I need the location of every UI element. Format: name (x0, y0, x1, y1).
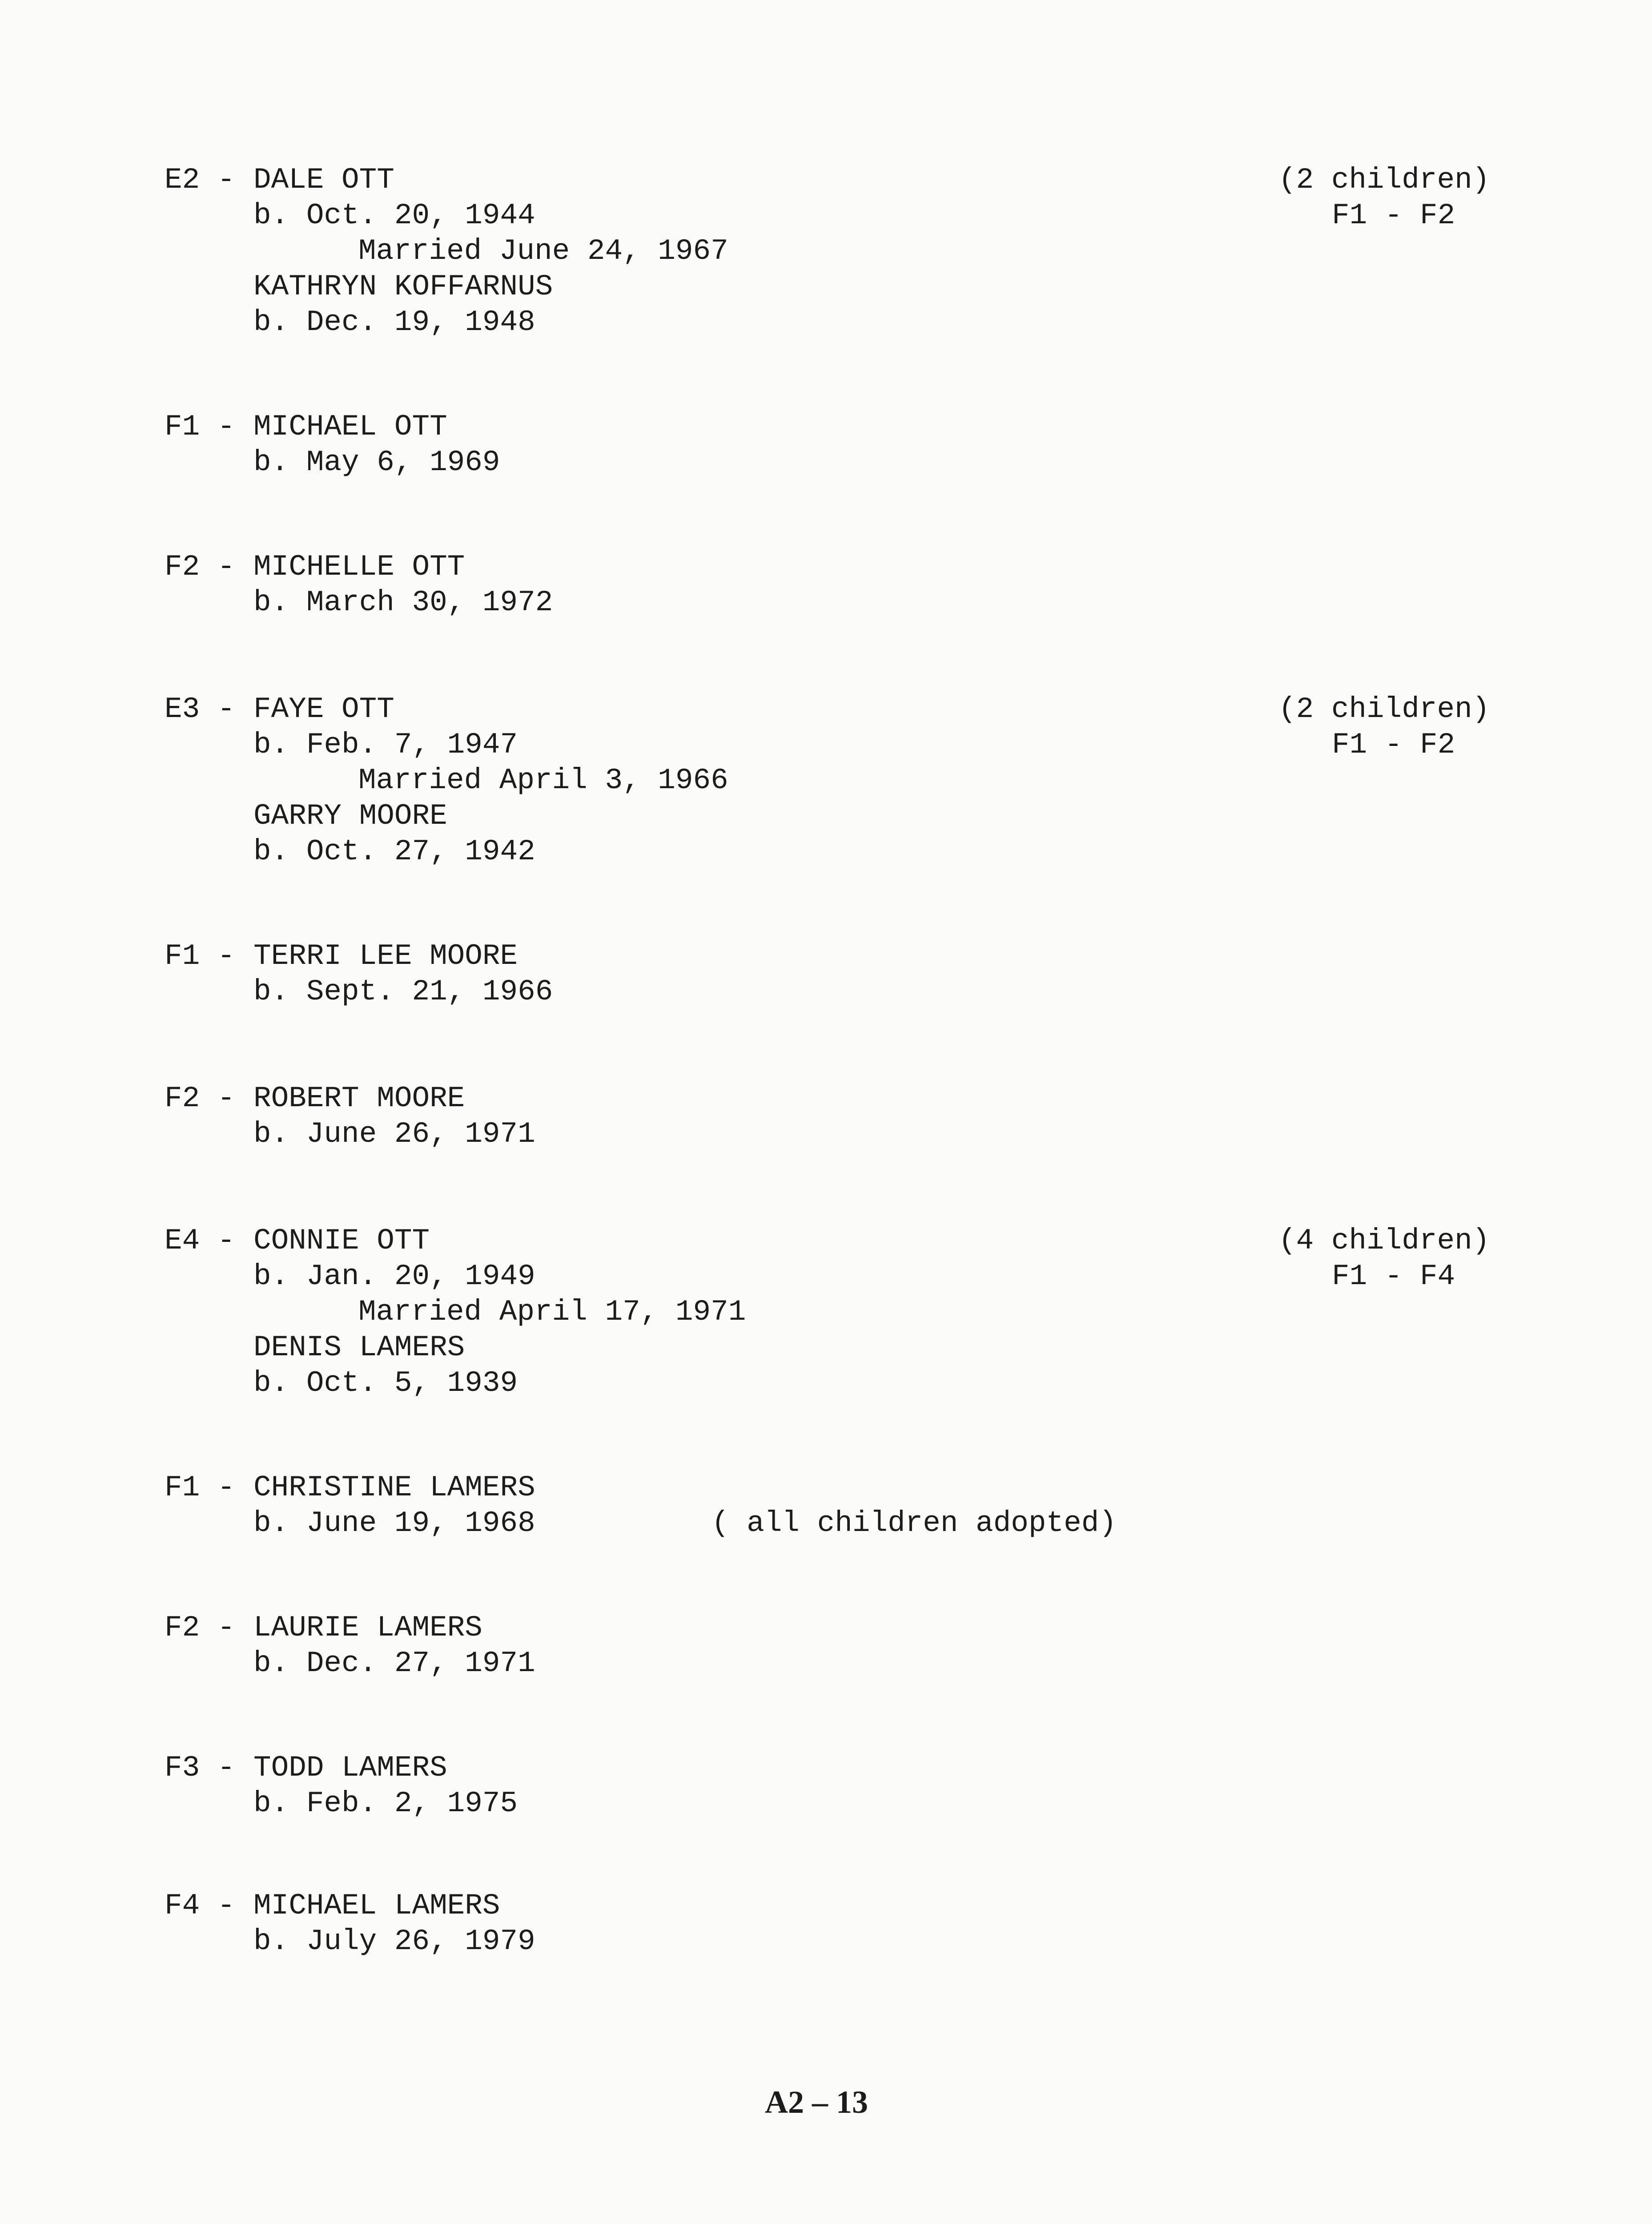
marriage-date: Married June 24, 1967 (358, 234, 728, 268)
entry-f1-christine-lamers (165, 1470, 535, 1541)
person-name: ROBERT MOORE (253, 1082, 465, 1115)
entry-code: F4 - (165, 1889, 253, 1922)
spouse-birth-date: b. Oct. 27, 1942 (253, 835, 535, 868)
spouse-birth-date: b. Oct. 5, 1939 (253, 1366, 518, 1400)
birth-date: b. July 26, 1979 (253, 1925, 535, 1958)
person-name: FAYE OTT (253, 693, 394, 726)
entry-e2-dale-ott (165, 162, 728, 340)
person-name: MICHAEL OTT (253, 410, 447, 443)
birth-date: b. Sept. 21, 1966 (253, 975, 553, 1008)
entry-code: F1 - (165, 939, 253, 973)
entry-code: F2 - (165, 1082, 253, 1115)
entry-f1-michael-ott (165, 409, 500, 480)
birth-date: b. Jan. 20, 1949 (253, 1260, 535, 1293)
entry-code: E2 - (165, 163, 253, 197)
entry-f2-michelle-ott (165, 549, 553, 620)
children-count: (2 children) (1278, 163, 1490, 197)
birth-date: b. May 6, 1969 (253, 446, 500, 479)
person-name: MICHAEL LAMERS (253, 1889, 500, 1922)
children-note (1278, 692, 1490, 763)
spouse-name: KATHRYN KOFFARNUS (253, 270, 553, 303)
entry-f2-robert-moore (165, 1081, 535, 1152)
entry-code: F1 - (165, 410, 253, 443)
spouse-name: DENIS LAMERS (253, 1331, 465, 1364)
person-name: CONNIE OTT (253, 1224, 430, 1257)
children-note (1278, 162, 1490, 234)
entry-f1-terri-lee-moore (165, 939, 553, 1010)
entry-code: E4 - (165, 1224, 253, 1257)
page-number: A2 – 13 (765, 2084, 868, 2120)
marriage-date: Married April 17, 1971 (358, 1295, 746, 1329)
birth-date: b. Feb. 7, 1947 (253, 728, 518, 761)
entry-f2-laurie-lamers (165, 1610, 535, 1681)
person-name: LAURIE LAMERS (253, 1611, 482, 1644)
person-name: TERRI LEE MOORE (253, 939, 518, 973)
entry-f4-michael-lamers (165, 1888, 535, 1959)
person-name: DALE OTT (253, 163, 394, 197)
entry-code: F3 - (165, 1751, 253, 1785)
person-name: CHRISTINE LAMERS (253, 1471, 535, 1504)
children-note (1278, 1223, 1490, 1294)
birth-date: b. Dec. 27, 1971 (253, 1647, 535, 1680)
entry-e3-faye-ott (165, 692, 728, 870)
entry-code: F2 - (165, 550, 253, 584)
birth-date: b. March 30, 1972 (253, 586, 553, 619)
entry-code: F1 - (165, 1471, 253, 1504)
adoption-note: ( all children adopted) (711, 1507, 1117, 1540)
entry-code: F2 - (165, 1611, 253, 1644)
birth-date: b. June 19, 1968 (253, 1507, 535, 1540)
children-range: F1 - F4 (1332, 1260, 1455, 1293)
children-range: F1 - F2 (1332, 199, 1455, 232)
spouse-birth-date: b. Dec. 19, 1948 (253, 306, 535, 339)
birth-date: b. Oct. 20, 1944 (253, 199, 535, 232)
children-count: (4 children) (1278, 1224, 1490, 1257)
spouse-name: GARRY MOORE (253, 799, 447, 833)
person-name: TODD LAMERS (253, 1751, 447, 1785)
birth-date: b. Feb. 2, 1975 (253, 1787, 518, 1820)
birth-date: b. June 26, 1971 (253, 1117, 535, 1151)
entry-f3-todd-lamers (165, 1750, 518, 1821)
entry-e4-connie-ott (165, 1223, 746, 1401)
children-range: F1 - F2 (1332, 728, 1455, 761)
person-name: MICHELLE OTT (253, 550, 465, 584)
marriage-date: Married April 3, 1966 (358, 764, 728, 797)
entry-code: E3 - (165, 693, 253, 726)
children-count: (2 children) (1278, 693, 1490, 726)
